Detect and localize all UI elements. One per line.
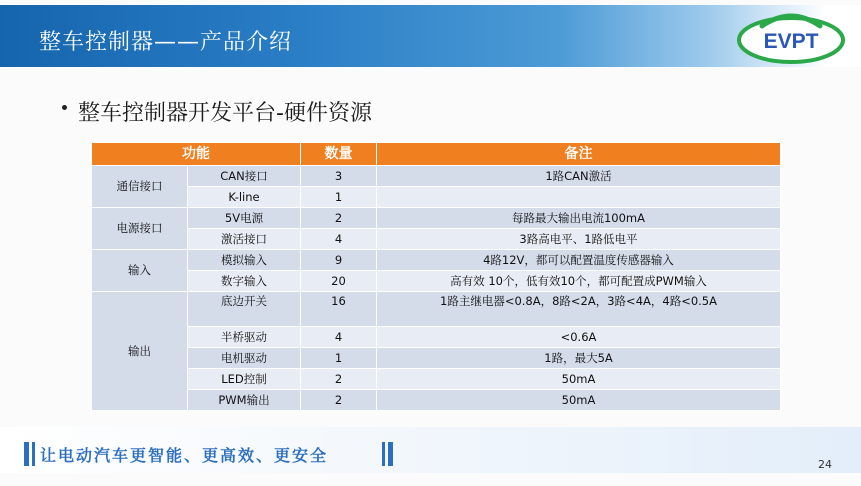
table-row <box>92 271 781 292</box>
function-cell: 5V电源 <box>188 208 301 229</box>
table-row <box>92 348 781 369</box>
table-row <box>92 187 781 208</box>
note-cell: 50mA <box>377 390 781 411</box>
quantity-cell: 2 <box>301 390 377 411</box>
table-row <box>92 208 781 229</box>
note-cell: 1路CAN激活 <box>377 166 781 187</box>
function-cell: 激活接口 <box>188 229 301 250</box>
page-number: 24 <box>818 458 832 471</box>
table-row <box>92 327 781 348</box>
function-cell: LED控制 <box>188 369 301 390</box>
logo-text: EVPT <box>763 30 819 53</box>
quantity-cell: 4 <box>301 229 377 250</box>
quantity-cell: 16 <box>301 292 377 327</box>
quantity-cell: 1 <box>301 187 377 208</box>
table-row <box>92 292 781 327</box>
bullet-dot <box>62 105 67 110</box>
note-cell: 1路，最大5A <box>377 348 781 369</box>
quantity-cell: 2 <box>301 369 377 390</box>
function-cell: PWM输出 <box>188 390 301 411</box>
table-row <box>92 250 781 271</box>
function-cell: K-line <box>188 187 301 208</box>
quantity-cell: 1 <box>301 348 377 369</box>
note-cell: 高有效 10个，低有效10个，都可配置成PWM输入 <box>377 271 781 292</box>
function-cell: 半桥驱动 <box>188 327 301 348</box>
table-row <box>92 369 781 390</box>
page-title: 整车控制器——产品介绍 <box>39 30 293 55</box>
group-label: 电源接口 <box>92 208 188 250</box>
note-cell <box>377 187 781 208</box>
note-cell: 每路最大输出电流100mA <box>377 208 781 229</box>
evpt-logo <box>736 10 846 64</box>
table-row <box>92 390 781 411</box>
quantity-cell: 3 <box>301 166 377 187</box>
note-cell: 4路12V，都可以配置温度传感器输入 <box>377 250 781 271</box>
table-row <box>92 166 781 187</box>
column-header-function: 功能 <box>92 143 301 166</box>
function-cell: 数字输入 <box>188 271 301 292</box>
table-row <box>92 229 781 250</box>
quantity-cell: 2 <box>301 208 377 229</box>
function-cell: 电机驱动 <box>188 348 301 369</box>
group-label: 通信接口 <box>92 166 188 208</box>
column-header-note: 备注 <box>377 143 781 166</box>
column-header-quantity: 数量 <box>301 143 377 166</box>
quantity-cell: 4 <box>301 327 377 348</box>
slogan-text: 让电动汽车更智能、更高效、更安全 <box>40 446 329 465</box>
note-cell: 50mA <box>377 369 781 390</box>
title-bar <box>0 5 861 67</box>
note-cell: 1路主继电器<0.8A，8路<2A，3路<4A，4路<0.5A <box>377 292 781 327</box>
function-cell: 模拟输入 <box>188 250 301 271</box>
bullet-text: 整车控制器开发平台-硬件资源 <box>78 101 372 126</box>
quantity-cell: 20 <box>301 271 377 292</box>
group-label: 输出 <box>92 292 188 411</box>
hardware-resource-table <box>91 142 781 411</box>
note-cell: <0.6A <box>377 327 781 348</box>
note-cell: 3路高电平、1路低电平 <box>377 229 781 250</box>
function-cell: CAN接口 <box>188 166 301 187</box>
quantity-cell: 9 <box>301 250 377 271</box>
table-header-row <box>92 143 781 166</box>
function-cell: 底边开关 <box>188 292 301 327</box>
group-label: 输入 <box>92 250 188 292</box>
